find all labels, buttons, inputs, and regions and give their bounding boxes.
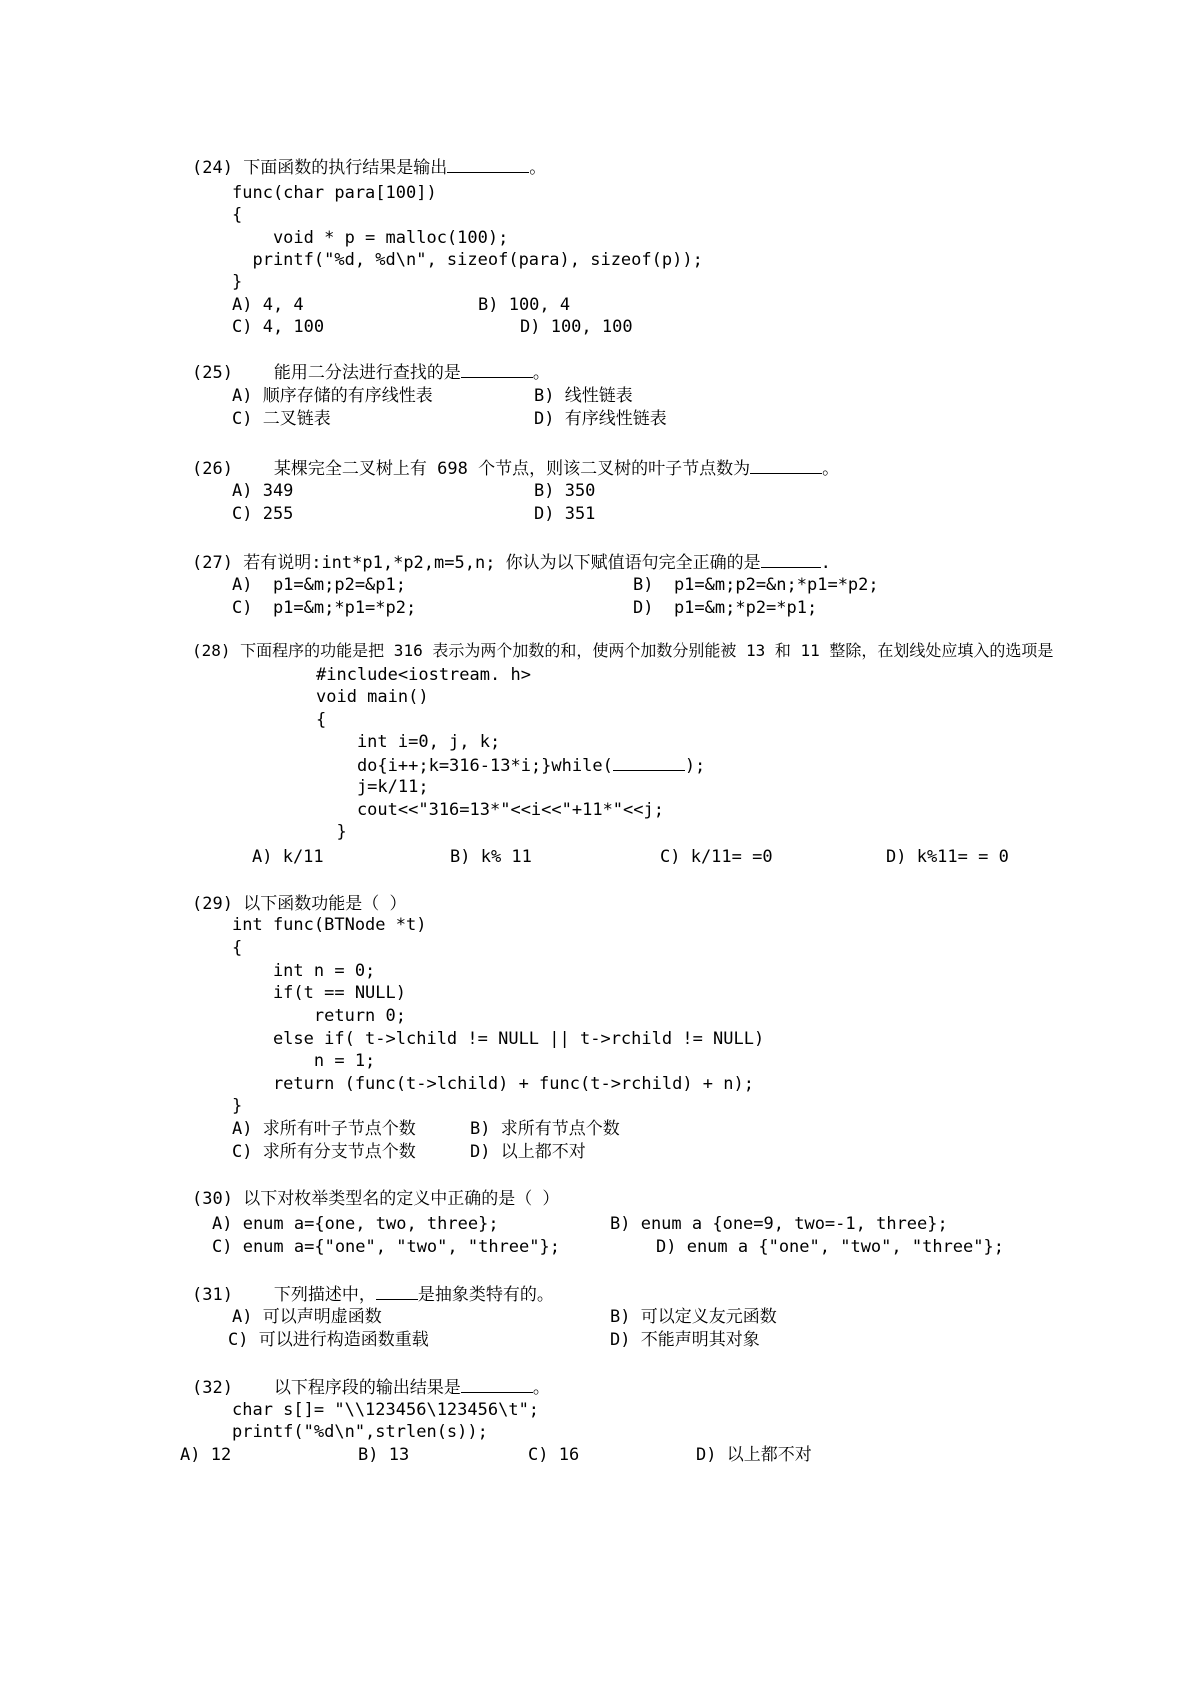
- answer-blank: [461, 1376, 533, 1393]
- question-stem: (25) 能用二分法进行查找的是 。: [192, 363, 550, 383]
- question-stem: (31) 下列描述中， 是抽象类特有的。: [192, 1285, 554, 1305]
- option-c: C) 16: [528, 1445, 580, 1465]
- option-b: B) p1=&m;p2=&n;*p1=*p2;: [633, 575, 879, 595]
- code-line: void * p = malloc(100);: [232, 228, 509, 248]
- option-a: A) 可以声明虚函数: [232, 1307, 382, 1327]
- answer-blank: [461, 361, 533, 378]
- option-c: C) 二叉链表: [232, 409, 331, 429]
- option-d: D) enum a {"one", "two", "three"};: [656, 1237, 1004, 1257]
- question-stem: (28) 下面程序的功能是把 316 表示为两个加数的和，使两个加数分别能被 13 和 11 整除，在划线处应填入的选项是: [192, 641, 1054, 660]
- option-c: C) 4, 100: [232, 317, 325, 337]
- question-number: (25): [192, 363, 233, 383]
- option-a: A) 求所有叶子节点个数: [232, 1119, 416, 1139]
- code-line: }: [316, 822, 347, 842]
- question-number: (31): [192, 1285, 233, 1305]
- question-stem: (29) 以下函数功能是（ ）: [192, 894, 407, 914]
- option-b: B) 350: [534, 481, 596, 501]
- option-d: D) k%11= = 0: [886, 847, 1009, 867]
- answer-blank: [376, 1283, 418, 1300]
- code-line: int func(BTNode *t): [232, 915, 427, 935]
- option-a: A) 349: [232, 481, 294, 501]
- answer-blank: [447, 156, 529, 173]
- option-d: D) 100, 100: [520, 317, 633, 337]
- option-d: D) 有序线性链表: [534, 409, 667, 429]
- option-a: A) p1=&m;p2=&p1;: [232, 575, 406, 595]
- code-line: cout<<"316=13*"<<i<<"+11*"<<j;: [316, 800, 664, 820]
- code-line: #include<iostream. h>: [316, 665, 531, 685]
- question-number: (30): [192, 1189, 233, 1209]
- code-line: func(char para[100]): [232, 183, 437, 203]
- answer-blank: [613, 754, 685, 771]
- option-b: B) 求所有节点个数: [470, 1119, 620, 1139]
- option-a: A) 4, 4: [232, 295, 304, 315]
- option-d: D) p1=&m;*p2=*p1;: [633, 598, 818, 618]
- option-b: B) 可以定义友元函数: [610, 1307, 777, 1327]
- question-stem: (27) 若有说明:int*p1,*p2,m=5,n; 你认为以下赋值语句完全正确的是 .: [192, 553, 831, 573]
- question-number: (27): [192, 553, 233, 573]
- code-line: return (func(t->lchild) + func(t->rchild) + n);: [232, 1074, 754, 1094]
- option-d: D) 以上都不对: [696, 1445, 812, 1465]
- code-line: else if( t->lchild != NULL || t->rchild != NULL): [232, 1029, 765, 1049]
- option-b: B) k% 11: [450, 847, 532, 867]
- option-d: D) 以上都不对: [470, 1142, 586, 1162]
- option-b: B) enum a {one=9, two=-1, three};: [610, 1214, 948, 1234]
- option-d: D) 不能声明其对象: [610, 1330, 760, 1350]
- code-line: }: [232, 1096, 243, 1116]
- question-stem: (32) 以下程序段的输出结果是 。: [192, 1378, 550, 1398]
- question-number: (26): [192, 459, 233, 479]
- answer-blank: [750, 457, 822, 474]
- code-line: char s[]= "\\123456\123456\t";: [232, 1400, 540, 1420]
- option-c: C) p1=&m;*p1=*p2;: [232, 598, 417, 618]
- code-line: n = 1;: [232, 1051, 376, 1071]
- option-c: C) 求所有分支节点个数: [232, 1142, 416, 1162]
- option-a: A) enum a={one, two, three};: [212, 1214, 499, 1234]
- option-c: C) k/11= =0: [660, 847, 773, 867]
- option-d: D) 351: [534, 504, 596, 524]
- code-line: do{i++;k=316-13*i;}while( );: [316, 756, 706, 776]
- code-line: {: [232, 938, 243, 958]
- answer-blank: [761, 551, 821, 568]
- option-a: A) 12: [180, 1445, 232, 1465]
- code-line: {: [232, 205, 243, 225]
- option-b: B) 13: [358, 1445, 410, 1465]
- option-c: C) 255: [232, 504, 294, 524]
- question-number: (28): [192, 641, 231, 660]
- code-line: if(t == NULL): [232, 983, 406, 1003]
- code-line: printf("%d, %d\n", sizeof(para), sizeof(p));: [232, 250, 703, 270]
- code-line: j=k/11;: [316, 777, 429, 797]
- option-b: B) 线性链表: [534, 386, 633, 406]
- question-stem: (30) 以下对枚举类型名的定义中正确的是（ ）: [192, 1189, 560, 1209]
- code-line: int n = 0;: [232, 961, 376, 981]
- question-stem: (26) 某棵完全二叉树上有 698 个节点，则该二叉树的叶子节点数为 。: [192, 459, 840, 479]
- option-a: A) 顺序存储的有序线性表: [232, 386, 433, 406]
- code-line: void main(): [316, 687, 429, 707]
- option-c: C) 可以进行构造函数重载: [228, 1330, 429, 1350]
- question-stem: (24) 下面函数的执行结果是输出 。: [192, 158, 547, 178]
- option-c: C) enum a={"one", "two", "three"};: [212, 1237, 560, 1257]
- option-b: B) 100, 4: [478, 295, 571, 315]
- question-number: (29): [192, 894, 233, 914]
- code-line: return 0;: [232, 1006, 406, 1026]
- question-number: (32): [192, 1378, 233, 1398]
- option-a: A) k/11: [252, 847, 324, 867]
- code-line: }: [232, 272, 243, 292]
- question-number: (24): [192, 158, 233, 178]
- code-line: printf("%d\n",strlen(s));: [232, 1422, 488, 1442]
- code-line: {: [316, 710, 327, 730]
- code-line: int i=0, j, k;: [316, 732, 501, 752]
